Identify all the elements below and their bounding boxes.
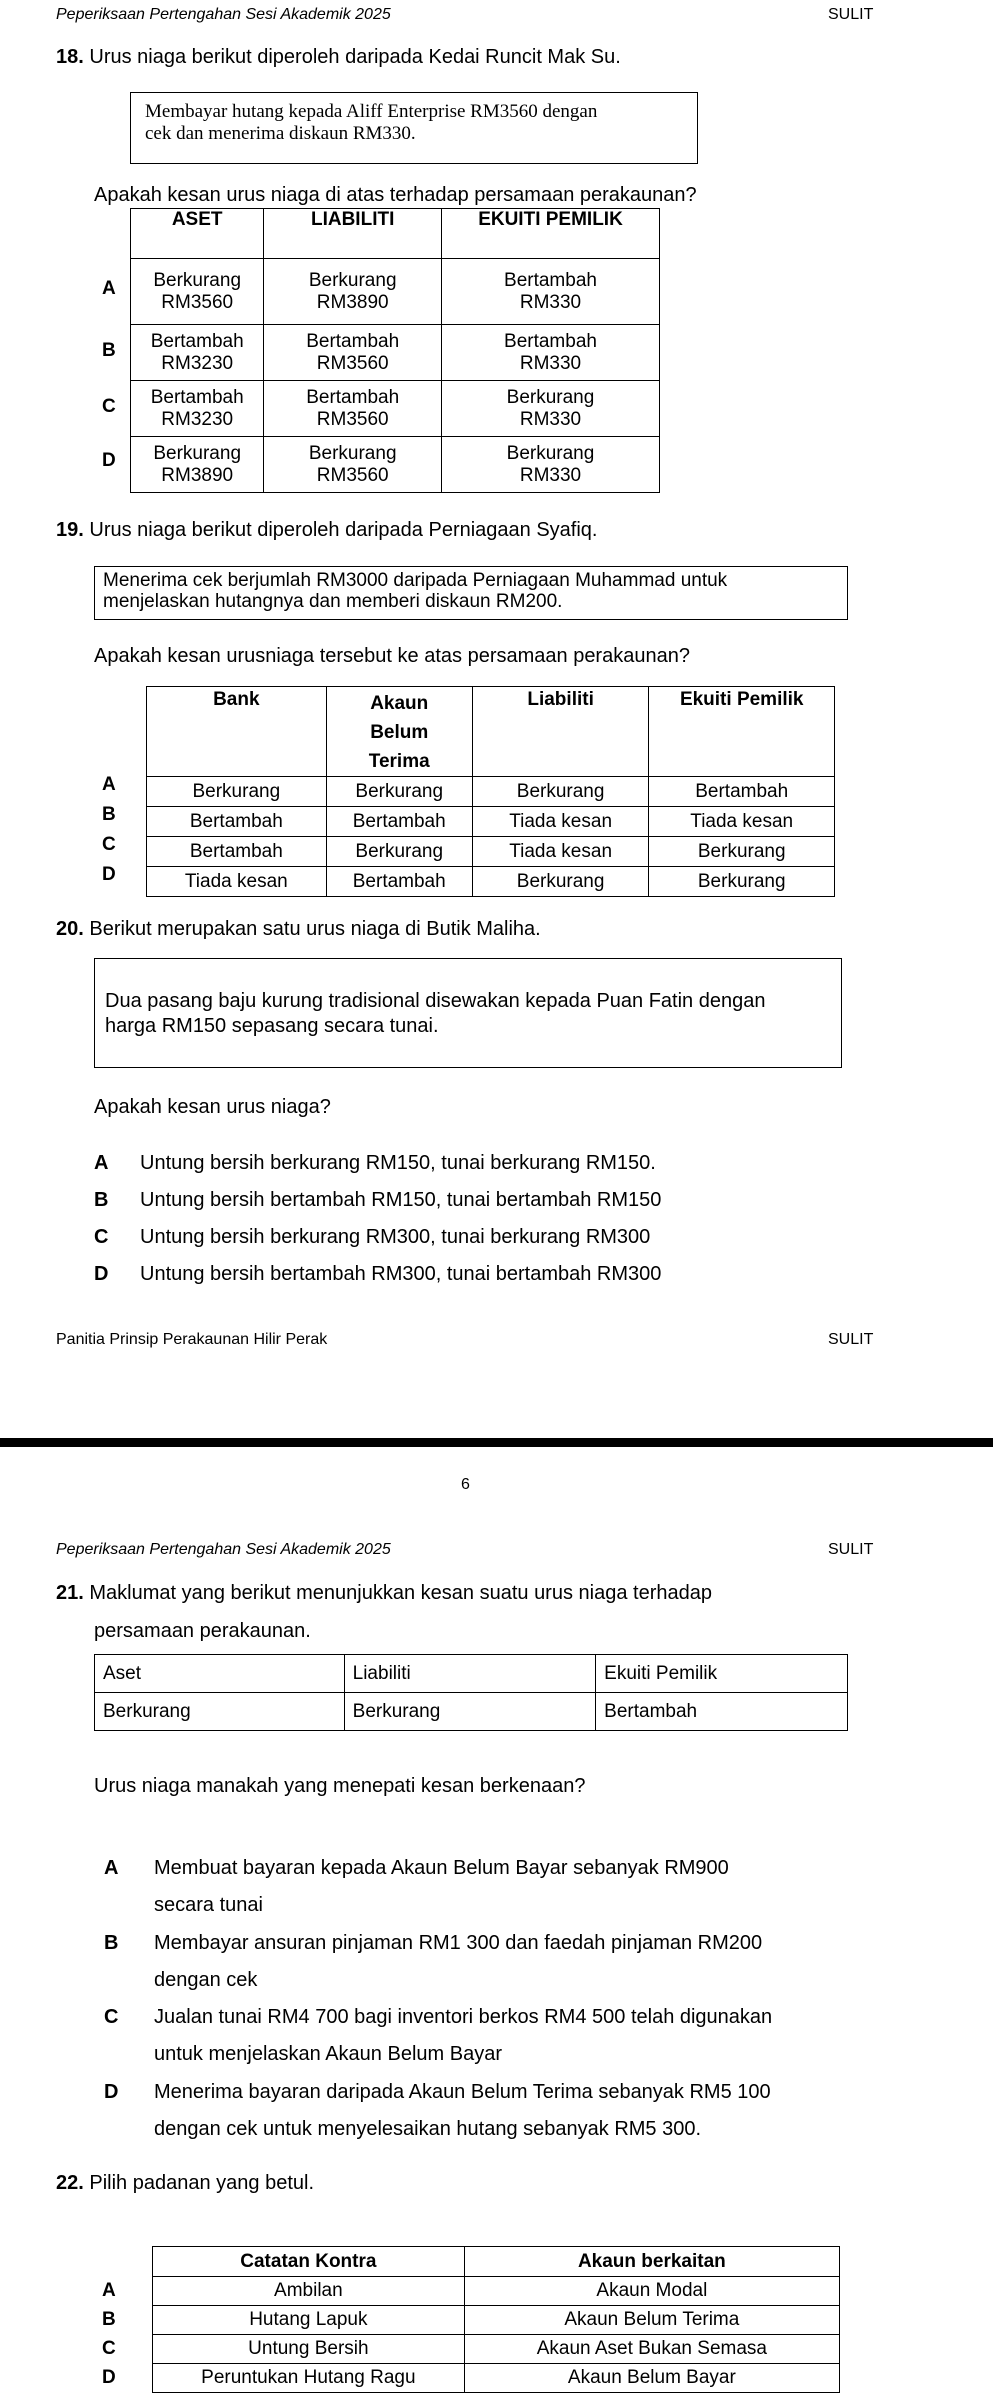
option-text: Jualan tunai RM4 700 bagi inventori berkos RM4 500 telah digunakan bbox=[154, 2006, 773, 2028]
option-text: Untung bersih bertambah RM150, tunai bertambah RM150 bbox=[140, 1189, 662, 1211]
table-row bbox=[153, 2306, 840, 2335]
option-label: B bbox=[94, 1189, 109, 1211]
option-label: A bbox=[104, 1857, 119, 1879]
table-row bbox=[131, 437, 660, 493]
table-header: Aset bbox=[95, 1655, 345, 1693]
page-header-sulit: SULIT bbox=[828, 6, 874, 23]
transaction-line: Dua pasang baju kurung tradisional disewakan kepada Puan Fatin dengan bbox=[105, 990, 766, 1012]
cell-text: Bertambah bbox=[504, 269, 597, 291]
table-row bbox=[131, 381, 660, 437]
row-label: D bbox=[102, 864, 116, 885]
transaction-line: Menerima cek berjumlah RM3000 daripada Perniagaan Muhammad untuk bbox=[103, 570, 728, 591]
table-header bbox=[326, 687, 472, 777]
cell-text: RM330 bbox=[519, 352, 582, 374]
question-prompt: Apakah kesan urusniaga tersebut ke atas persamaan perakaunan? bbox=[94, 645, 690, 667]
page-footer-sulit: SULIT bbox=[828, 1331, 874, 1348]
transaction-box bbox=[94, 958, 842, 1068]
cell-text: Tiada kesan bbox=[472, 837, 649, 867]
cell-text: Ambilan bbox=[153, 2277, 465, 2306]
cell-text: Bertambah bbox=[306, 386, 400, 408]
header-line: Belum bbox=[370, 722, 429, 743]
question-22 bbox=[56, 2172, 314, 2195]
question-20 bbox=[56, 918, 541, 941]
table-row bbox=[95, 1693, 848, 1731]
page-header-title: Peperiksaan Pertengahan Sesi Akademik 2025 bbox=[56, 1541, 391, 1558]
table-header: Ekuiti Pemilik bbox=[649, 687, 835, 777]
page-header-sulit: SULIT bbox=[828, 1541, 874, 1558]
cell-text: Bertambah bbox=[504, 330, 597, 352]
question-text: Berikut merupakan satu urus niaga di Butik Maliha. bbox=[89, 918, 541, 940]
option-text: Untung bersih berkurang RM150, tunai berkurang RM150. bbox=[140, 1152, 656, 1174]
question-text: Urus niaga berikut diperoleh daripada Perniagaan Syafiq. bbox=[89, 519, 598, 541]
page-number: 6 bbox=[461, 1476, 470, 1493]
question-18 bbox=[56, 46, 621, 69]
cell-text: RM3890 bbox=[316, 291, 389, 313]
option-label: D bbox=[94, 1263, 109, 1285]
table-row bbox=[131, 325, 660, 381]
cell-text: RM3560 bbox=[316, 408, 389, 430]
option-text: Menerima bayaran daripada Akaun Belum Terima sebanyak RM5 100 bbox=[154, 2081, 771, 2103]
table-row bbox=[147, 837, 835, 867]
table-row bbox=[147, 777, 835, 807]
cell-text: Berkurang bbox=[308, 269, 397, 291]
question-number: 22. bbox=[56, 2172, 84, 2194]
table-header: Ekuiti Pemilik bbox=[596, 1655, 848, 1693]
header-line: Terima bbox=[368, 751, 430, 772]
question-number: 21. bbox=[56, 1582, 84, 1604]
cell-text: RM330 bbox=[519, 408, 582, 430]
transaction-line: Membayar hutang kepada Aliff Enterprise RM3560 dengan bbox=[145, 101, 598, 122]
cell-text: RM3890 bbox=[161, 464, 234, 486]
table-row bbox=[147, 807, 835, 837]
q18-answer-table bbox=[130, 208, 660, 493]
question-text-cont: persamaan perakaunan. bbox=[94, 1620, 311, 1642]
table-header: Akaun berkaitan bbox=[464, 2247, 839, 2277]
row-label: C bbox=[102, 834, 116, 855]
transaction-line: cek dan menerima diskaun RM330. bbox=[145, 123, 416, 144]
page-separator bbox=[0, 1438, 993, 1447]
cell-text: Berkurang bbox=[147, 777, 327, 807]
cell-text: Berkurang bbox=[344, 1693, 596, 1731]
cell-text: Berkurang bbox=[153, 442, 242, 464]
cell-text: Bertambah bbox=[147, 837, 327, 867]
row-label: D bbox=[102, 450, 116, 471]
transaction-box bbox=[94, 566, 848, 620]
table-row bbox=[147, 867, 835, 897]
cell-text: Akaun Belum Bayar bbox=[464, 2364, 839, 2393]
row-label: A bbox=[102, 774, 116, 795]
row-label: A bbox=[102, 2280, 116, 2301]
cell-text: Tiada kesan bbox=[147, 867, 327, 897]
table-row bbox=[153, 2335, 840, 2364]
cell-text: RM3230 bbox=[161, 408, 234, 430]
cell-text: Berkurang bbox=[649, 837, 835, 867]
cell-text: Bertambah bbox=[649, 777, 835, 807]
cell-text: Berkurang bbox=[649, 867, 835, 897]
option-text: Untung bersih berkurang RM300, tunai berkurang RM300 bbox=[140, 1226, 651, 1248]
cell-text: Akaun Aset Bukan Semasa bbox=[464, 2335, 839, 2364]
cell-text: RM3560 bbox=[316, 352, 389, 374]
table-header: LIABILITI bbox=[264, 209, 442, 259]
option-label: A bbox=[94, 1152, 109, 1174]
table-row bbox=[153, 2277, 840, 2306]
option-text: dengan cek untuk menyelesaikan hutang sebanyak RM5 300. bbox=[154, 2118, 702, 2140]
cell-text: Berkurang bbox=[326, 837, 472, 867]
option-text: Untung bersih bertambah RM300, tunai bertambah RM300 bbox=[140, 1263, 662, 1285]
page-footer-panel: Panitia Prinsip Perakaunan Hilir Perak bbox=[56, 1331, 328, 1348]
option-text: Membayar ansuran pinjaman RM1 300 dan faedah pinjaman RM200 bbox=[154, 1932, 763, 1954]
question-text: Maklumat yang berikut menunjukkan kesan suatu urus niaga terhadap bbox=[89, 1582, 712, 1604]
cell-text: RM3560 bbox=[161, 291, 234, 313]
cell-text: Bertambah bbox=[150, 330, 244, 352]
cell-text: Berkurang bbox=[308, 442, 397, 464]
page-header-title: Peperiksaan Pertengahan Sesi Akademik 2025 bbox=[56, 6, 391, 23]
cell-text: Akaun Belum Terima bbox=[464, 2306, 839, 2335]
option-text: untuk menjelaskan Akaun Belum Bayar bbox=[154, 2043, 502, 2065]
cell-text: Berkurang bbox=[153, 269, 242, 291]
option-text: Membuat bayaran kepada Akaun Belum Bayar sebanyak RM900 bbox=[154, 1857, 729, 1879]
cell-text: Untung Bersih bbox=[153, 2335, 465, 2364]
row-label: C bbox=[102, 2338, 116, 2359]
cell-text: RM3560 bbox=[316, 464, 389, 486]
cell-text: Berkurang bbox=[506, 442, 595, 464]
question-text: Pilih padanan yang betul. bbox=[89, 2172, 314, 2194]
question-prompt: Apakah kesan urus niaga di atas terhadap persamaan perakaunan? bbox=[94, 184, 697, 206]
transaction-box bbox=[130, 92, 698, 164]
cell-text: Bertambah bbox=[147, 807, 327, 837]
cell-text: Peruntukan Hutang Ragu bbox=[153, 2364, 465, 2393]
table-header: ASET bbox=[131, 209, 264, 259]
row-label: B bbox=[102, 340, 116, 361]
cell-text: RM330 bbox=[519, 464, 582, 486]
cell-text: Bertambah bbox=[326, 807, 472, 837]
cell-text: Berkurang bbox=[472, 777, 649, 807]
transaction-line: harga RM150 sepasang secara tunai. bbox=[105, 1015, 439, 1037]
question-number: 19. bbox=[56, 519, 84, 541]
cell-text: Berkurang bbox=[506, 386, 595, 408]
table-header: Bank bbox=[147, 687, 327, 777]
option-label: B bbox=[104, 1932, 119, 1954]
table-header: Liabiliti bbox=[344, 1655, 596, 1693]
question-21 bbox=[56, 1582, 712, 1605]
question-prompt: Apakah kesan urus niaga? bbox=[94, 1096, 331, 1118]
transaction-line: menjelaskan hutangnya dan memberi diskaun RM200. bbox=[103, 591, 563, 612]
cell-text: Bertambah bbox=[596, 1693, 848, 1731]
option-label: C bbox=[104, 2006, 119, 2028]
row-label: A bbox=[102, 278, 116, 299]
question-text: Urus niaga berikut diperoleh daripada Kedai Runcit Mak Su. bbox=[89, 46, 621, 68]
row-label: C bbox=[102, 396, 116, 417]
cell-text: Berkurang bbox=[472, 867, 649, 897]
q22-match-table bbox=[152, 2246, 840, 2393]
q21-effect-table bbox=[94, 1654, 848, 1731]
header-line: Akaun bbox=[370, 693, 429, 714]
cell-text: Bertambah bbox=[326, 867, 472, 897]
option-label: C bbox=[94, 1226, 109, 1248]
table-row bbox=[153, 2364, 840, 2393]
option-text: dengan cek bbox=[154, 1969, 258, 1991]
cell-text: Bertambah bbox=[150, 386, 244, 408]
cell-text: Akaun Modal bbox=[464, 2277, 839, 2306]
cell-text: Hutang Lapuk bbox=[153, 2306, 465, 2335]
question-number: 20. bbox=[56, 918, 84, 940]
cell-text: Tiada kesan bbox=[472, 807, 649, 837]
option-text: secara tunai bbox=[154, 1894, 263, 1916]
cell-text: RM3230 bbox=[161, 352, 234, 374]
table-row bbox=[131, 259, 660, 325]
option-label: D bbox=[104, 2081, 119, 2103]
row-label: B bbox=[102, 2309, 116, 2330]
table-header: Catatan Kontra bbox=[153, 2247, 465, 2277]
question-number: 18. bbox=[56, 46, 84, 68]
table-header: EKUITI PEMILIK bbox=[442, 209, 660, 259]
row-label: D bbox=[102, 2367, 116, 2388]
question-19 bbox=[56, 519, 597, 542]
cell-text: Berkurang bbox=[95, 1693, 345, 1731]
cell-text: RM330 bbox=[519, 291, 582, 313]
row-label: B bbox=[102, 804, 116, 825]
q19-answer-table bbox=[146, 686, 835, 897]
question-prompt: Urus niaga manakah yang menepati kesan berkenaan? bbox=[94, 1775, 586, 1797]
cell-text: Berkurang bbox=[326, 777, 472, 807]
cell-text: Bertambah bbox=[306, 330, 400, 352]
table-header: Liabiliti bbox=[472, 687, 649, 777]
cell-text: Tiada kesan bbox=[649, 807, 835, 837]
